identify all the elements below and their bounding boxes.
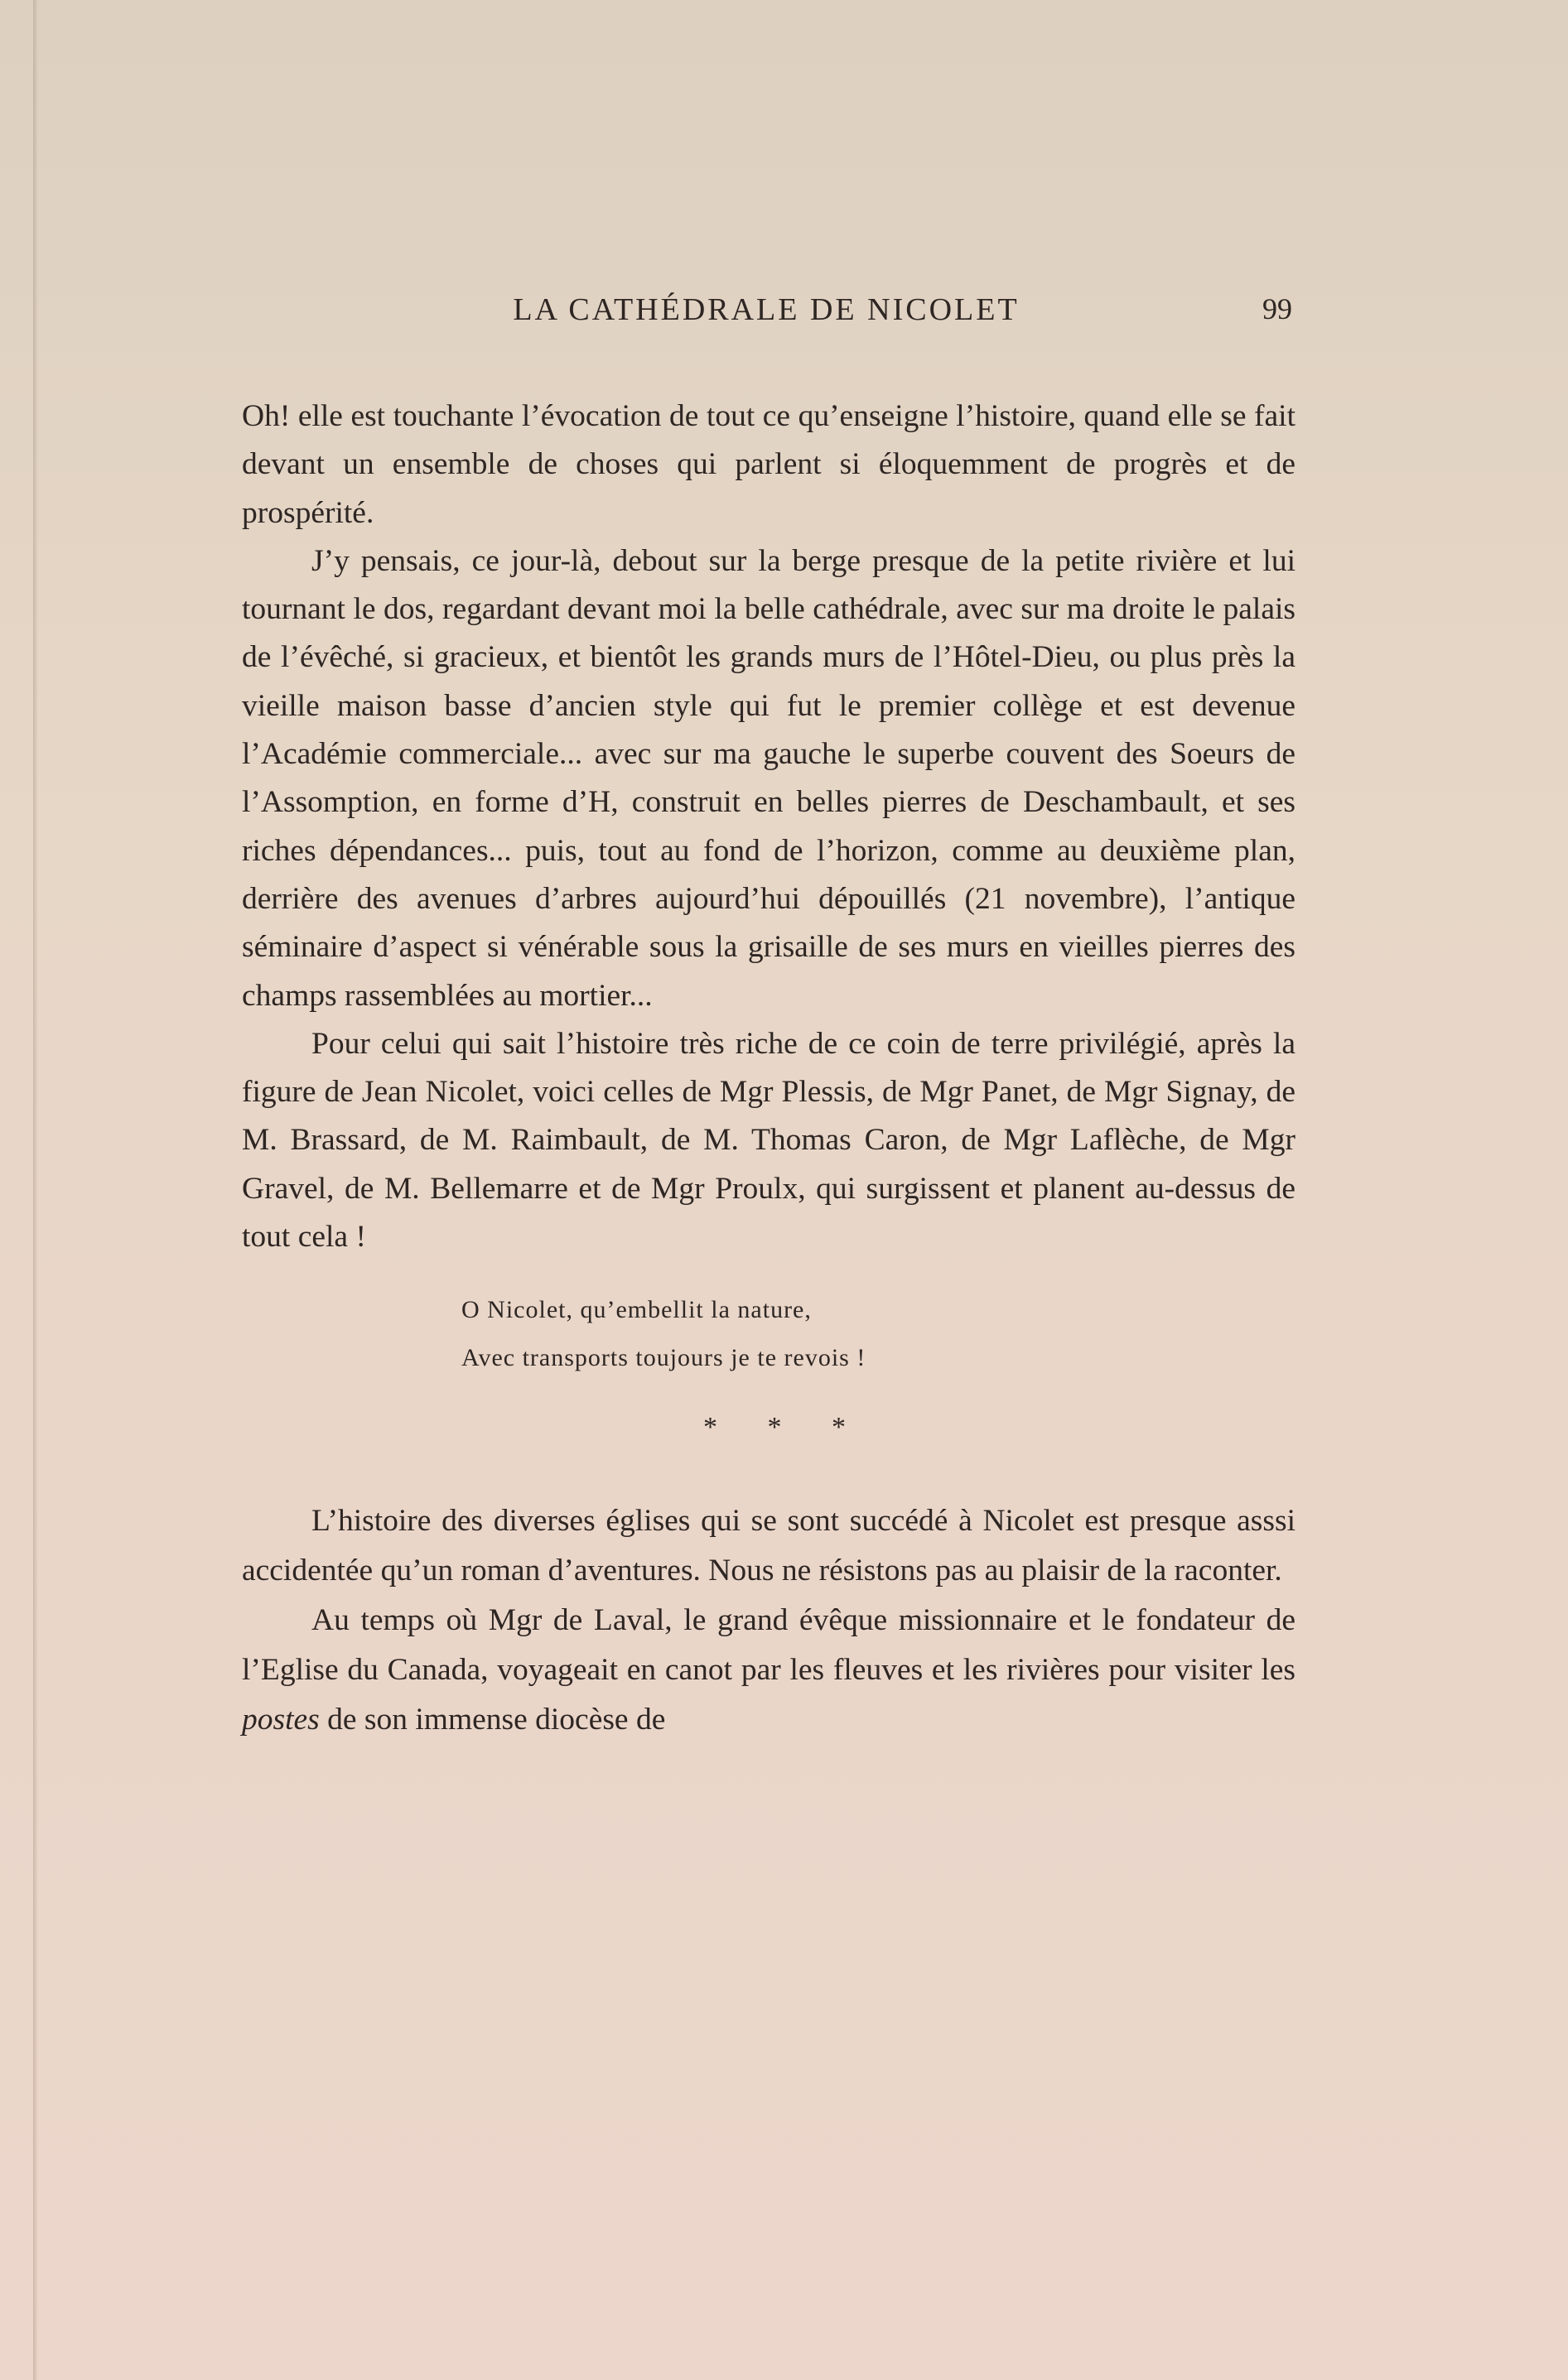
paragraph-mgr-de-laval (242, 1596, 1295, 1745)
verse-line-2: Avec transports toujours je te revois ! (461, 1344, 866, 1372)
italic-postes: postes (242, 1703, 320, 1737)
section-separator-asterisks: * * * (703, 1412, 867, 1443)
paragraph-history-of-churches: L’histoire des diverses églises qui se sont succédé à Nicolet est presque asssi accidentée qu’un roman d’aventures. Nous ne résistons pas au plaisir de la raconter. (242, 1504, 1295, 1588)
verse-line-1: O Nicolet, qu’embellit la nature, (461, 1296, 812, 1324)
page-number: 99 (1262, 292, 1292, 325)
paragraph-view-of-nicolet: J’y pensais, ce jour-là, debout sur la berge presque de la petite rivière et lui tournant le dos, regardant devant moi la belle cathédrale, avec sur ma droite le palais de l’évêché, si gracieux, et bientôt les grands murs de l’Hôtel-Dieu, ou plus près la vieille maison basse d’ancien style qui fut le premier collège et est devenue l’Académie commerciale... avec sur ma gauche le superbe couvent des Soeurs de l’Assomption, en forme d’H, construit en belles pierres de Deschambault, et ses riches dépendances... puis, tout au fond de l’horizon, comme au deuxième plan, derrière des avenues d’arbres aujourd’hui dépouillés (21 novembre), l’antique séminaire d’aspect si vénérable sous la grisaille de ses murs en vieilles pierres des champs rassemblées au mortier... (242, 543, 1295, 1013)
page-body (242, 393, 1295, 1745)
paragraph-mgr-de-laval-text: Au temps où Mgr de Laval, le grand évêque missionnaire et le fondateur de l’Eglise du Canada, voyageait en canot par les fleuves et les rivières pour visiter les (242, 1603, 1295, 1688)
paragraph-mgr-de-laval-end: de son immense diocèse de (319, 1703, 666, 1737)
running-header (240, 291, 1292, 333)
paragraph-evocation: Oh! elle est touchante l’évocation de tout ce qu’enseigne l’histoire, quand elle se fait devant un ensemble de choses qui parlent si éloquemment de progrès et de prospérité. (242, 399, 1295, 530)
running-title: LA CATHÉDRALE DE NICOLET (513, 292, 1020, 327)
page-edge-shadow (33, 0, 38, 2380)
verse-quote (461, 1286, 1295, 1382)
paragraph-historical-figures: Pour celui qui sait l’histoire très riche de ce coin de terre privilégié, après la figure de Jean Nicolet, voici celles de Mgr Plessis, de Mgr Panet, de Mgr Signay, de M. Brassard, de M. Raimbault, de M. Thomas Caron, de Mgr Laflèche, de Mgr Gravel, de M. Bellemarre et de Mgr Proulx, qui surgissent et planent au-dessus de tout cela ! (242, 1026, 1295, 1255)
